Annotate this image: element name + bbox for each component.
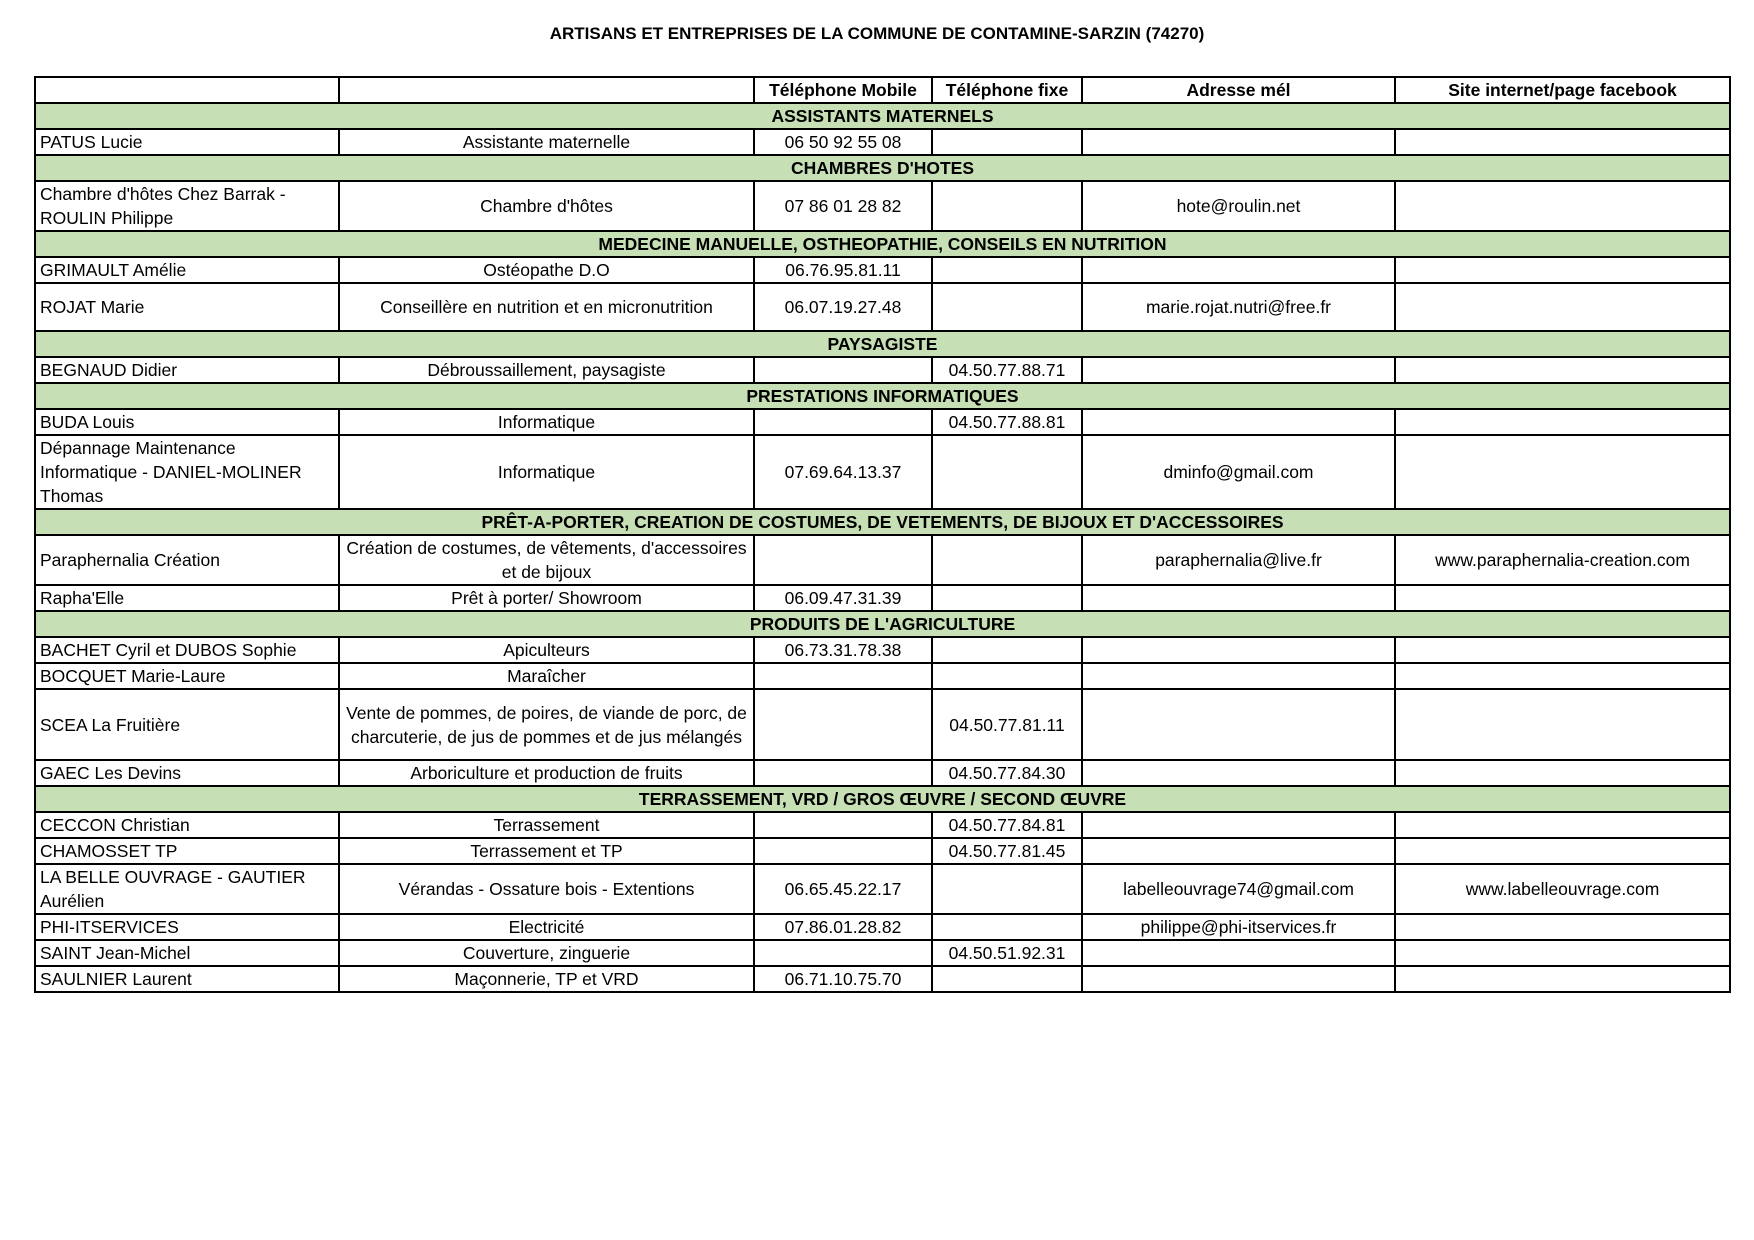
landline-phone-cell (932, 129, 1082, 155)
category-title: PRODUITS DE L'AGRICULTURE (35, 611, 1730, 637)
company-name-cell: SCEA La Fruitière (35, 689, 339, 760)
column-header-fixe: Téléphone fixe (932, 77, 1082, 103)
mobile-phone-cell: 06.07.19.27.48 (754, 283, 932, 331)
email-address-cell (1082, 760, 1395, 786)
activity-cell: Terrassement (339, 812, 754, 838)
website-cell (1395, 409, 1730, 435)
website-cell (1395, 966, 1730, 992)
company-name-cell: GAEC Les Devins (35, 760, 339, 786)
category-row (35, 155, 1730, 181)
header-row (35, 77, 1730, 103)
page-title: ARTISANS ET ENTREPRISES DE LA COMMUNE DE CONTAMINE-SARZIN (74270) (549, 24, 1205, 43)
category-title: PRESTATIONS INFORMATIQUES (35, 383, 1730, 409)
table-row (35, 257, 1730, 283)
category-row (35, 786, 1730, 812)
column-header (35, 77, 339, 103)
category-row (35, 509, 1730, 535)
category-row (35, 331, 1730, 357)
company-name-cell: CECCON Christian (35, 812, 339, 838)
table-row (35, 535, 1730, 585)
email-address-cell (1082, 966, 1395, 992)
table-row (35, 283, 1730, 331)
website-cell (1395, 257, 1730, 283)
activity-cell: Vérandas - Ossature bois - Extentions (339, 864, 754, 914)
mobile-phone-cell (754, 663, 932, 689)
company-name-cell: LA BELLE OUVRAGE - GAUTIER Aurélien (35, 864, 339, 914)
mobile-phone-cell: 06 50 92 55 08 (754, 129, 932, 155)
landline-phone-cell (932, 637, 1082, 663)
landline-phone-cell: 04.50.77.81.45 (932, 838, 1082, 864)
company-name-cell: SAULNIER Laurent (35, 966, 339, 992)
company-name-cell: BACHET Cyril et DUBOS Sophie (35, 637, 339, 663)
activity-cell: Chambre d'hôtes (339, 181, 754, 231)
activity-cell: Informatique (339, 409, 754, 435)
activity-cell: Couverture, zinguerie (339, 940, 754, 966)
mobile-phone-cell (754, 940, 932, 966)
email-address-cell: philippe@phi-itservices.fr (1082, 914, 1395, 940)
activity-cell: Informatique (339, 435, 754, 509)
activity-cell: Electricité (339, 914, 754, 940)
activity-cell: Apiculteurs (339, 637, 754, 663)
activity-cell: Arboriculture et production de fruits (339, 760, 754, 786)
landline-phone-cell: 04.50.51.92.31 (932, 940, 1082, 966)
email-address-cell (1082, 357, 1395, 383)
landline-phone-cell: 04.50.77.88.71 (932, 357, 1082, 383)
company-name-cell: SAINT Jean-Michel (35, 940, 339, 966)
column-header (339, 77, 754, 103)
website-cell (1395, 914, 1730, 940)
mobile-phone-cell: 06.73.31.78.38 (754, 637, 932, 663)
activity-cell: Ostéopathe D.O (339, 257, 754, 283)
table-row (35, 940, 1730, 966)
website-cell (1395, 940, 1730, 966)
website-cell (1395, 760, 1730, 786)
landline-phone-cell (932, 535, 1082, 585)
company-name-cell: GRIMAULT Amélie (35, 257, 339, 283)
mobile-phone-cell (754, 409, 932, 435)
company-name-cell: PHI-ITSERVICES (35, 914, 339, 940)
activity-cell: Création de costumes, de vêtements, d'accessoires et de bijoux (339, 535, 754, 585)
company-name-cell: BUDA Louis (35, 409, 339, 435)
category-row (35, 231, 1730, 257)
company-name-cell: PATUS Lucie (35, 129, 339, 155)
table-row (35, 435, 1730, 509)
table-row (35, 585, 1730, 611)
website-cell (1395, 129, 1730, 155)
mobile-phone-cell (754, 357, 932, 383)
landline-phone-cell (932, 663, 1082, 689)
email-address-cell (1082, 409, 1395, 435)
category-title: TERRASSEMENT, VRD / GROS ŒUVRE / SECOND ŒUVRE (35, 786, 1730, 812)
table-row (35, 966, 1730, 992)
table-row (35, 357, 1730, 383)
landline-phone-cell: 04.50.77.84.81 (932, 812, 1082, 838)
company-name-cell: CHAMOSSET TP (35, 838, 339, 864)
category-row (35, 103, 1730, 129)
company-name-cell: BEGNAUD Didier (35, 357, 339, 383)
mobile-phone-cell (754, 535, 932, 585)
company-name-cell: Rapha'Elle (35, 585, 339, 611)
email-address-cell: dminfo@gmail.com (1082, 435, 1395, 509)
company-name-cell: Paraphernalia Création (35, 535, 339, 585)
email-address-cell: labelleouvrage74@gmail.com (1082, 864, 1395, 914)
table-row (35, 689, 1730, 760)
column-header-site: Site internet/page facebook (1395, 77, 1730, 103)
table-row (35, 812, 1730, 838)
landline-phone-cell (932, 585, 1082, 611)
company-name-cell: ROJAT Marie (35, 283, 339, 331)
email-address-cell (1082, 129, 1395, 155)
activity-cell: Débroussaillement, paysagiste (339, 357, 754, 383)
category-title: PAYSAGISTE (35, 331, 1730, 357)
landline-phone-cell: 04.50.77.88.81 (932, 409, 1082, 435)
table-row (35, 838, 1730, 864)
landline-phone-cell: 04.50.77.84.30 (932, 760, 1082, 786)
landline-phone-cell: 04.50.77.81.11 (932, 689, 1082, 760)
company-name-cell: Dépannage Maintenance Informatique - DANIEL-MOLINER Thomas (35, 435, 339, 509)
website-cell (1395, 689, 1730, 760)
table-row (35, 637, 1730, 663)
mobile-phone-cell (754, 689, 932, 760)
mobile-phone-cell: 06.09.47.31.39 (754, 585, 932, 611)
mobile-phone-cell: 06.65.45.22.17 (754, 864, 932, 914)
table-row (35, 914, 1730, 940)
activity-cell: Assistante maternelle (339, 129, 754, 155)
table-row (35, 409, 1730, 435)
directory-table (34, 76, 1731, 993)
website-cell (1395, 838, 1730, 864)
activity-cell: Maraîcher (339, 663, 754, 689)
activity-cell: Prêt à porter/ Showroom (339, 585, 754, 611)
category-title: PRÊT-A-PORTER, CREATION DE COSTUMES, DE VETEMENTS, DE BIJOUX ET D'ACCESSOIRES (35, 509, 1730, 535)
mobile-phone-cell: 07.69.64.13.37 (754, 435, 932, 509)
landline-phone-cell (932, 864, 1082, 914)
website-cell (1395, 181, 1730, 231)
website-cell (1395, 663, 1730, 689)
website-cell (1395, 585, 1730, 611)
email-address-cell: hote@roulin.net (1082, 181, 1395, 231)
email-address-cell: paraphernalia@live.fr (1082, 535, 1395, 585)
landline-phone-cell (932, 181, 1082, 231)
website-cell (1395, 812, 1730, 838)
website-cell (1395, 357, 1730, 383)
table-row (35, 181, 1730, 231)
column-header-email: Adresse mél (1082, 77, 1395, 103)
mobile-phone-cell: 07.86.01.28.82 (754, 914, 932, 940)
table-row (35, 864, 1730, 914)
landline-phone-cell (932, 283, 1082, 331)
activity-cell: Vente de pommes, de poires, de viande de porc, de charcuterie, de jus de pommes et de jus mélangés (339, 689, 754, 760)
email-address-cell (1082, 940, 1395, 966)
landline-phone-cell (932, 257, 1082, 283)
landline-phone-cell (932, 435, 1082, 509)
email-address-cell (1082, 257, 1395, 283)
category-row (35, 611, 1730, 637)
email-address-cell (1082, 812, 1395, 838)
website-cell (1395, 435, 1730, 509)
website-cell: www.paraphernalia-creation.com (1395, 535, 1730, 585)
mobile-phone-cell (754, 838, 932, 864)
table-row (35, 129, 1730, 155)
email-address-cell (1082, 689, 1395, 760)
mobile-phone-cell (754, 812, 932, 838)
activity-cell: Conseillère en nutrition et en micronutrition (339, 283, 754, 331)
email-address-cell (1082, 585, 1395, 611)
email-address-cell: marie.rojat.nutri@free.fr (1082, 283, 1395, 331)
category-row (35, 383, 1730, 409)
website-cell (1395, 637, 1730, 663)
mobile-phone-cell: 06.76.95.81.11 (754, 257, 932, 283)
website-cell: www.labelleouvrage.com (1395, 864, 1730, 914)
landline-phone-cell (932, 914, 1082, 940)
category-title: MEDECINE MANUELLE, OSTHEOPATHIE, CONSEILS EN NUTRITION (35, 231, 1730, 257)
email-address-cell (1082, 838, 1395, 864)
mobile-phone-cell (754, 760, 932, 786)
activity-cell: Terrassement et TP (339, 838, 754, 864)
company-name-cell: BOCQUET Marie-Laure (35, 663, 339, 689)
mobile-phone-cell: 07 86 01 28 82 (754, 181, 932, 231)
company-name-cell: Chambre d'hôtes Chez Barrak - ROULIN Philippe (35, 181, 339, 231)
category-title: ASSISTANTS MATERNELS (35, 103, 1730, 129)
table-row (35, 663, 1730, 689)
landline-phone-cell (932, 966, 1082, 992)
table-row (35, 760, 1730, 786)
email-address-cell (1082, 637, 1395, 663)
mobile-phone-cell: 06.71.10.75.70 (754, 966, 932, 992)
category-title: CHAMBRES D'HOTES (35, 155, 1730, 181)
email-address-cell (1082, 663, 1395, 689)
column-header-mobile: Téléphone Mobile (754, 77, 932, 103)
website-cell (1395, 283, 1730, 331)
activity-cell: Maçonnerie, TP et VRD (339, 966, 754, 992)
